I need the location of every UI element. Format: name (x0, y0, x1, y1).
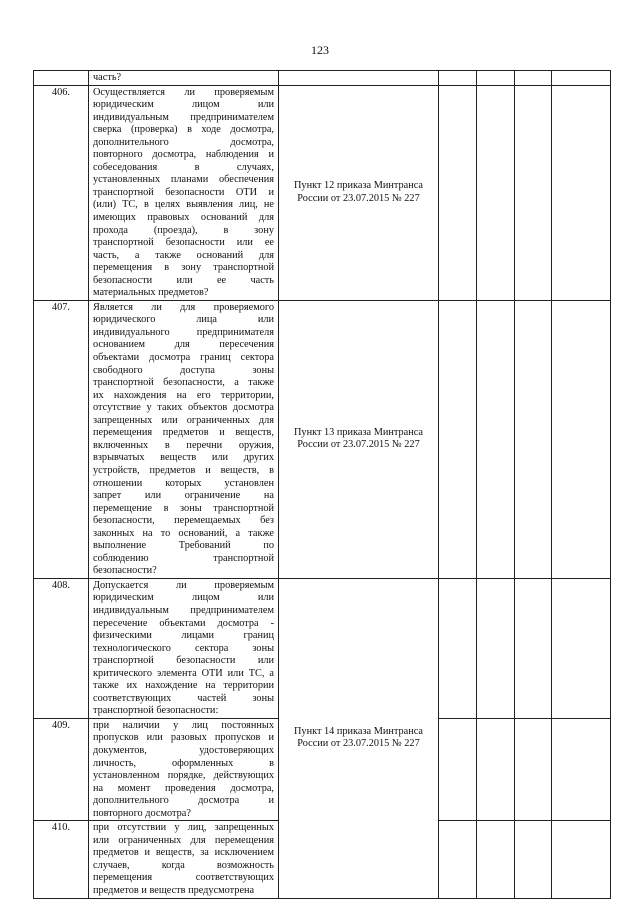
legal-reference: Пункт 12 приказа Минтранса России от 23.07.2015 № 227 (279, 85, 439, 300)
table-row (34, 300, 611, 578)
question-line: перемещение в зоны транспортной (93, 502, 274, 514)
answer-no-cell (477, 821, 515, 898)
question-line: юридическим лицом или (93, 592, 274, 604)
question-line: при отсутствии у лиц, запрещенных (93, 822, 274, 834)
question-line: юридического лица или (93, 314, 274, 326)
question-line: дополнительного досмотра и (93, 795, 274, 807)
legal-reference: Пункт 13 приказа Минтранса России от 23.07.2015 № 227 (279, 300, 439, 578)
comment-cell (552, 821, 611, 898)
question-line: пересечение объектами досмотра - (93, 617, 274, 629)
question-line: прохода (проезда), в зону (93, 224, 274, 236)
question-line: безопасности, перемещаемых без (93, 515, 274, 527)
answer-no-cell (477, 718, 515, 820)
question-line: (или) ТС, в целях выявления лиц, не (93, 199, 274, 211)
answer-yes-cell (439, 71, 477, 86)
answer-na-cell (515, 300, 552, 578)
question-line: сверка (проверка) в ходе досмотра, (93, 124, 274, 136)
answer-no-cell (477, 300, 515, 578)
question-line: объектами досмотра границ сектора (93, 352, 274, 364)
row-number-cell (34, 71, 89, 86)
question-line: включенных в перечни оружия, (93, 439, 274, 451)
question-line: установленных планами обеспечения (93, 174, 274, 186)
question-line: перемещения в зону транспортной (93, 262, 274, 274)
question-line: соблюдению транспортной (93, 552, 274, 564)
question-line: Допускается ли проверяемым (93, 579, 274, 591)
question-line: личность, оформленных в (93, 757, 274, 769)
answer-yes-cell (439, 718, 477, 820)
answer-yes-cell (439, 578, 477, 718)
table-row (34, 71, 611, 86)
question-line: технологического сектора зоны (93, 642, 274, 654)
question-line: транспортной безопасности: (93, 705, 219, 717)
question-line: имеющих правовых оснований для (93, 212, 274, 224)
page-number: 123 (311, 43, 329, 57)
question-line: индивидуального предпринимателя (93, 326, 274, 338)
question-line: Является ли для проверяемого (93, 301, 274, 313)
answer-yes-cell (439, 821, 477, 898)
answer-na-cell (515, 71, 552, 86)
question-line: запрещенных или ограниченных для (93, 414, 274, 426)
row-number: 407. (34, 300, 89, 578)
answer-na-cell (515, 718, 552, 820)
inspection-checklist-table (33, 70, 611, 899)
question-line: транспортной безопасности или ее (93, 237, 274, 249)
question-line: дополнительного досмотра, (93, 136, 274, 148)
question-line: собеседования в случаях, (93, 161, 274, 173)
question-line: соответствующих частей зоны (93, 692, 274, 704)
question-line: материальных предметов? (93, 287, 209, 299)
question-line: свободного доступа зоны (93, 364, 274, 376)
question-cell: часть? (89, 71, 279, 86)
question-line: случаев, когда возможность (93, 859, 274, 871)
question-cell (89, 821, 279, 898)
row-number: 410. (34, 821, 89, 898)
question-line: предметов и веществ предусмотрена (93, 885, 255, 896)
question-line: транспортной безопасности, а также (93, 377, 274, 389)
answer-no-cell (477, 578, 515, 718)
question-line: отсутствие у таких объектов досмотра (93, 402, 274, 414)
question-line: документов, удостоверяющих (93, 744, 274, 756)
question-line: основанием для пересечения (93, 339, 274, 351)
question-line: законных на то оснований, а также (93, 527, 274, 539)
question-line: безопасности? (93, 565, 157, 577)
question-cell (89, 85, 279, 300)
question-line: предметов и веществ, за исключением (93, 847, 274, 859)
answer-na-cell (515, 821, 552, 898)
question-line: также их нахождение на территории (93, 680, 274, 692)
answer-no-cell (477, 71, 515, 86)
question-line: устройств, предметов и веществ, в (93, 464, 274, 476)
table-row (34, 578, 611, 718)
comment-cell (552, 300, 611, 578)
question-line: установленном порядке, действующих (93, 770, 274, 782)
question-line: на момент проведения досмотра, (93, 782, 274, 794)
question-line: взрывчатых веществ или других (93, 452, 274, 464)
question-line: транспортной безопасности или (93, 655, 274, 667)
question-line: часть, а также оснований для (93, 249, 274, 261)
question-line: пропусков или разовых пропусков и (93, 732, 274, 744)
question-cell (89, 300, 279, 578)
question-line: перемещения предметов и веществ, (93, 427, 274, 439)
reference-cell (279, 71, 439, 86)
question-line: индивидуальным предпринимателем (93, 111, 274, 123)
question-line: запрет или ограничение на (93, 490, 274, 502)
answer-na-cell (515, 85, 552, 300)
question-line: транспортной безопасности ОТИ и (93, 186, 274, 198)
question-line: отношении которых установлен (93, 477, 274, 489)
question-line: индивидуальным предпринимателем (93, 604, 274, 616)
row-number: 406. (34, 85, 89, 300)
question-line: безопасности или ее часть (93, 274, 274, 286)
table-row (34, 85, 611, 300)
question-line: юридическим лицом или (93, 99, 274, 111)
answer-na-cell (515, 578, 552, 718)
question-line: физическими лицами границ (93, 630, 274, 642)
question-line: критического элемента ОТИ или ТС, а (93, 667, 274, 679)
answer-no-cell (477, 85, 515, 300)
comment-cell (552, 578, 611, 718)
question-line: их нахождения на его территории, (93, 389, 274, 401)
comment-cell (552, 85, 611, 300)
question-line: выполнение Требований по (93, 540, 274, 552)
question-cell (89, 718, 279, 820)
question-line: или ограниченных для перемещения (93, 834, 274, 846)
question-line: Осуществляется ли проверяемым (93, 86, 274, 98)
question-line: повторного досмотра, наблюдения и (93, 149, 274, 161)
question-line: повторного досмотра? (93, 807, 191, 819)
comment-cell (552, 71, 611, 86)
row-number: 408. (34, 578, 89, 718)
answer-yes-cell (439, 300, 477, 578)
legal-reference: Пункт 14 приказа Минтранса России от 23.07.2015 № 227 (279, 578, 439, 898)
row-number: 409. (34, 718, 89, 820)
question-line: при наличии у лиц постоянных (93, 719, 274, 731)
question-cell (89, 578, 279, 718)
comment-cell (552, 718, 611, 820)
question-line: перемещения соответствующих (93, 872, 274, 884)
answer-yes-cell (439, 85, 477, 300)
